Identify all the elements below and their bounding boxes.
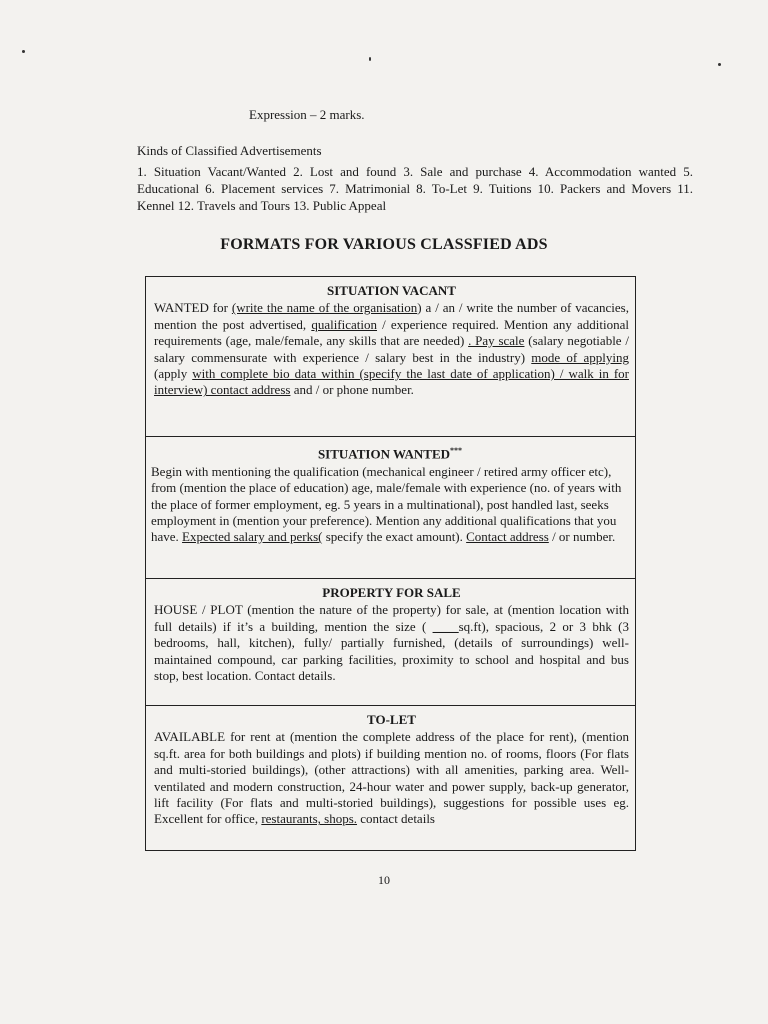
ad-heading: PROPERTY FOR SALE	[322, 585, 461, 600]
speck	[22, 50, 25, 53]
text: HOUSE / PLOT (mention the nature of the property) for sale, at (mention location with full details) if it’s a building, mention the size (	[154, 602, 629, 634]
ad-body	[154, 729, 629, 827]
text: and / or phone number.	[290, 382, 414, 398]
formats-title: FORMATS FOR VARIOUS CLASSFIED ADS	[220, 236, 548, 253]
blank-line: ____	[432, 618, 459, 634]
expression-marks: Expression – 2 marks.	[249, 107, 365, 122]
ad-property-for-sale	[146, 579, 635, 706]
text: WANTED for	[154, 300, 232, 316]
ad-heading: SITUATION VACANT	[327, 283, 456, 298]
underlined-text: restaurants, shops.	[261, 811, 358, 827]
text: contact details	[357, 811, 435, 827]
text: / experience required. Mention any additional requirements (age, male/female, any skills that are needed)	[154, 316, 629, 349]
ad-to-let	[146, 706, 635, 850]
ad-body	[154, 602, 629, 684]
ad-body	[154, 300, 629, 398]
ad-situation-vacant	[146, 277, 635, 437]
text: sq.ft), spacious, 2 or 3 bhk (3 bedrooms, hall, kitchen), fully/ partially furnished, (details of surroundings) well-maintained compound, car parking facilities, proximity to school and hospital and bus stop, best location. Contact details.	[154, 618, 629, 684]
underlined-text: mode of applying	[531, 349, 629, 365]
text: specify the exact amount).	[322, 529, 467, 545]
underlined-text: Contact address	[466, 529, 549, 545]
kinds-title: Kinds of Classified Advertisements	[137, 143, 322, 158]
underlined-text: (write the name of the organisation	[231, 300, 418, 316]
speck	[718, 63, 721, 66]
text: Begin with mentioning the qualification (mechanical engineer / retired army officer etc), from (mention the place of education) age, male/female with experience (no. of years with the place of former employment, eg. 5 years in a multinational), post handled last, seeks employment in (mention your preference). Mention any additional qualifications that you have.	[151, 463, 622, 545]
underlined-text: . Pay scale	[468, 333, 525, 349]
page-number: 10	[378, 873, 390, 887]
kinds-list: 1. Situation Vacant/Wanted 2. Lost and found 3. Sale and purchase 4. Accommodation wanted 5. Educational 6. Placement services 7. Matrimonial 8. To-Let 9. Tuitions 10. Packers and Movers 11. Kennel 12. Travels and Tours 13. Public Appeal	[137, 164, 693, 213]
text: (apply	[154, 366, 193, 382]
ad-heading	[151, 443, 629, 463]
underlined-text: qualification	[311, 316, 378, 332]
ad-situation-wanted	[146, 437, 635, 579]
text: (salary negotiable / salary commensurate with experience / salary best in the industry)	[154, 333, 629, 365]
asterisk-marker: ***	[450, 446, 463, 455]
ad-formats-table	[145, 276, 636, 851]
underlined-text: Expected salary and perks(	[182, 529, 323, 545]
heading-text: SITUATION WANTED	[317, 446, 451, 462]
text: ) a / an / write the number of vacancies, mention the post advertised,	[154, 300, 629, 332]
underlined-text: with complete bio data within (specify the last date of application) / walk in for interview) contact address	[154, 366, 629, 398]
text: / or number.	[548, 529, 616, 545]
ad-body	[151, 464, 629, 546]
text: AVAILABLE for rent at (mention the complete address of the place for rent), (mention sq.ft. area for both buildings and plots) if building mention no. of rooms, floors (For flats and multi-storied buildings), (other attractions) with all amenities, parking area. Well-ventilated and modern construction, 24-hour water and power supply, back-up generator, lift facility (For flats and multi-storied buildings), suggestions for possible uses eg. Excellent for office,	[154, 729, 629, 827]
ad-heading: TO-LET	[367, 712, 416, 727]
speck	[369, 57, 371, 61]
